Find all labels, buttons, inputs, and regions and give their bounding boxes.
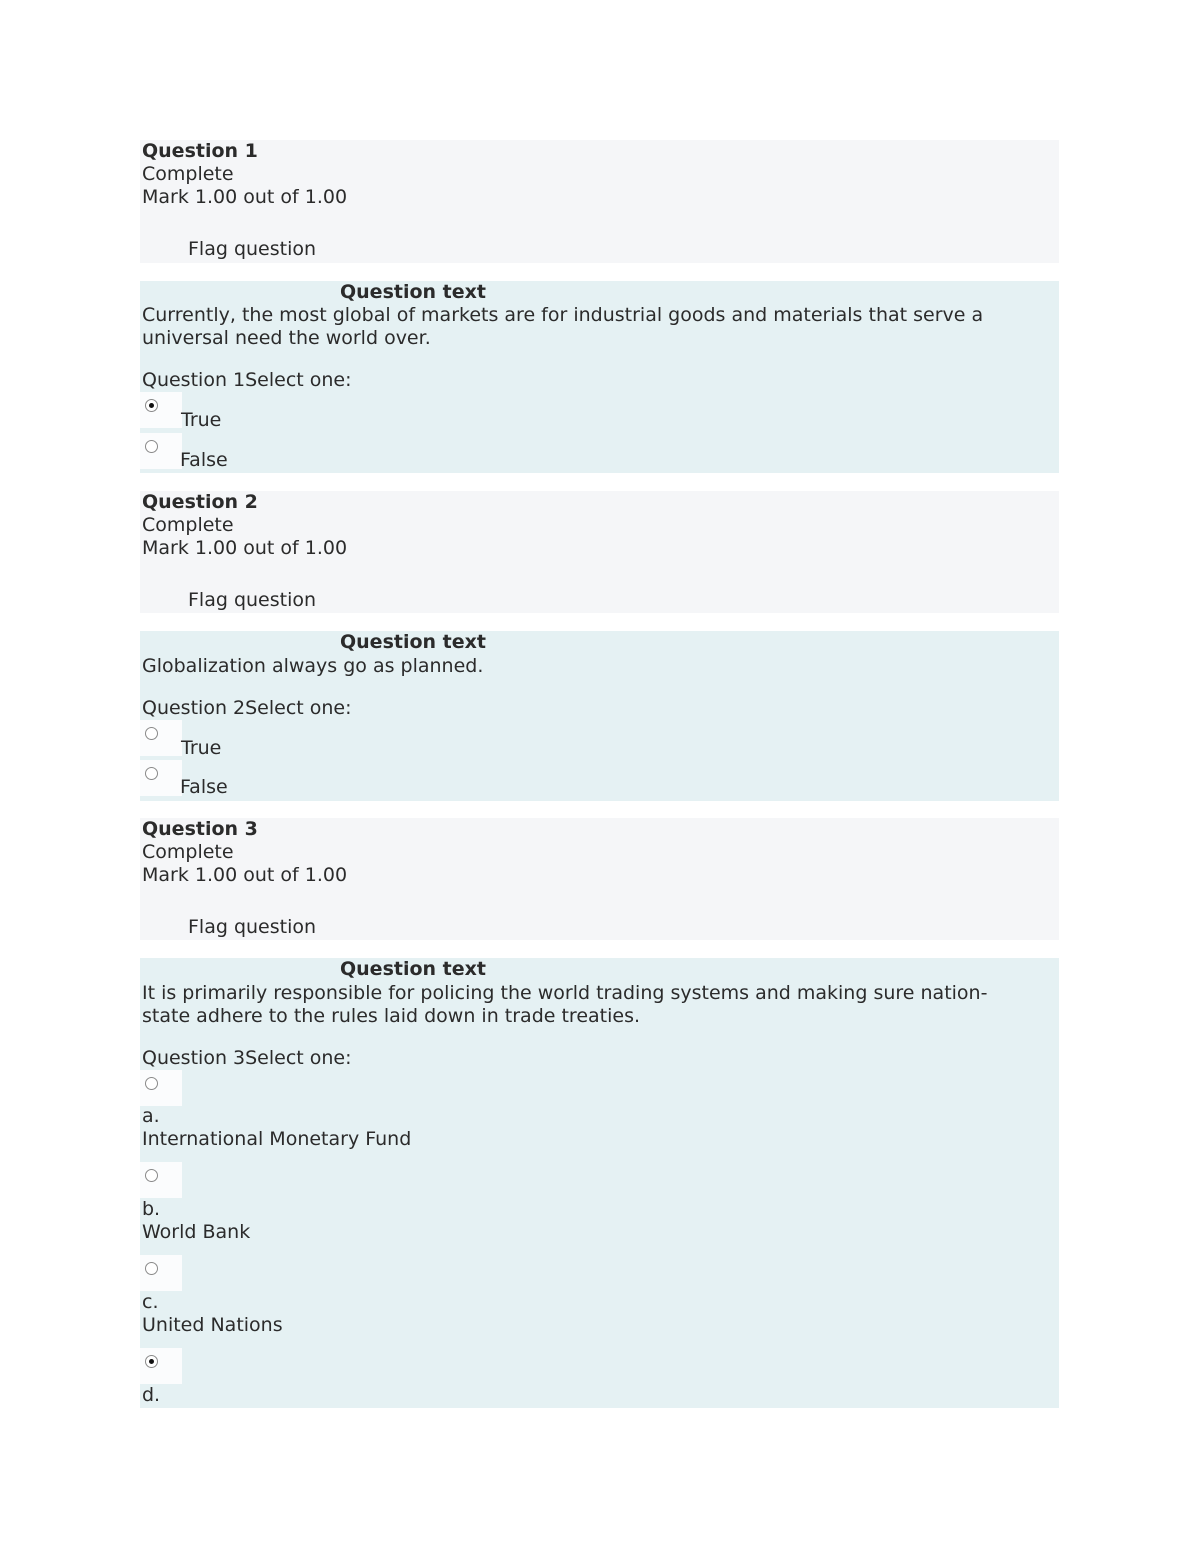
option-d-radio-box[interactable] — [140, 1348, 182, 1384]
option-c-radio-box[interactable] — [140, 1255, 182, 1291]
question-1-content — [140, 281, 1059, 473]
option-false-radio[interactable] — [145, 767, 158, 780]
option-true-radio[interactable] — [145, 399, 158, 412]
question-text: Globalization always go as planned. — [142, 655, 484, 677]
question-state: Complete — [142, 841, 234, 863]
option-false-label[interactable]: False — [180, 449, 228, 471]
option-true-radio-box[interactable] — [140, 720, 182, 756]
question-3-content — [140, 958, 1059, 1408]
question-text-heading: Question text — [340, 281, 486, 303]
option-true-label[interactable]: True — [181, 737, 222, 759]
option-true-radio[interactable] — [145, 727, 158, 740]
option-false-label[interactable]: False — [180, 776, 228, 798]
option-a-radio-box[interactable] — [140, 1070, 182, 1106]
flag-question-link[interactable]: Flag question — [188, 238, 317, 260]
question-text-heading: Question text — [340, 958, 486, 980]
question-mark: Mark 1.00 out of 1.00 — [142, 186, 348, 208]
question-number: Question 2 — [142, 491, 258, 513]
option-a-letter: a. — [142, 1105, 160, 1127]
question-mark: Mark 1.00 out of 1.00 — [142, 864, 348, 886]
select-one-prompt: Question 3Select one: — [142, 1047, 352, 1069]
option-false-radio[interactable] — [145, 440, 158, 453]
option-a-label[interactable]: International Monetary Fund — [142, 1128, 412, 1150]
select-one-prompt: Question 1Select one: — [142, 369, 352, 391]
question-number: Question 3 — [142, 818, 258, 840]
option-d-letter: d. — [142, 1384, 161, 1406]
question-mark: Mark 1.00 out of 1.00 — [142, 537, 348, 559]
question-number: Question 1 — [142, 140, 258, 162]
option-b-label[interactable]: World Bank — [142, 1221, 251, 1243]
option-b-radio[interactable] — [145, 1169, 158, 1182]
option-true-label[interactable]: True — [181, 409, 222, 431]
question-2-info — [140, 491, 1059, 613]
question-text: It is primarily responsible for policing the world trading systems and making sure nation-state adhere to the rules laid down in trade treaties. — [142, 982, 988, 1027]
question-3-info — [140, 818, 1059, 940]
question-state: Complete — [142, 163, 234, 185]
option-c-label[interactable]: United Nations — [142, 1314, 283, 1336]
question-text-heading: Question text — [340, 631, 486, 653]
question-state: Complete — [142, 514, 234, 536]
option-c-letter: c. — [142, 1291, 159, 1313]
option-d-radio[interactable] — [145, 1355, 158, 1368]
select-one-prompt: Question 2Select one: — [142, 697, 352, 719]
question-text: Currently, the most global of markets are for industrial goods and materials that serve a universal need the world over. — [142, 304, 984, 349]
option-a-radio[interactable] — [145, 1077, 158, 1090]
question-2-content — [140, 631, 1059, 801]
question-1-info — [140, 140, 1059, 263]
option-b-letter: b. — [142, 1198, 161, 1220]
option-false-radio-box[interactable] — [140, 433, 182, 469]
option-c-radio[interactable] — [145, 1262, 158, 1275]
option-b-radio-box[interactable] — [140, 1162, 182, 1198]
flag-question-link[interactable]: Flag question — [188, 589, 317, 611]
option-false-radio-box[interactable] — [140, 760, 182, 796]
flag-question-link[interactable]: Flag question — [188, 916, 317, 938]
option-true-radio-box[interactable] — [140, 392, 182, 428]
